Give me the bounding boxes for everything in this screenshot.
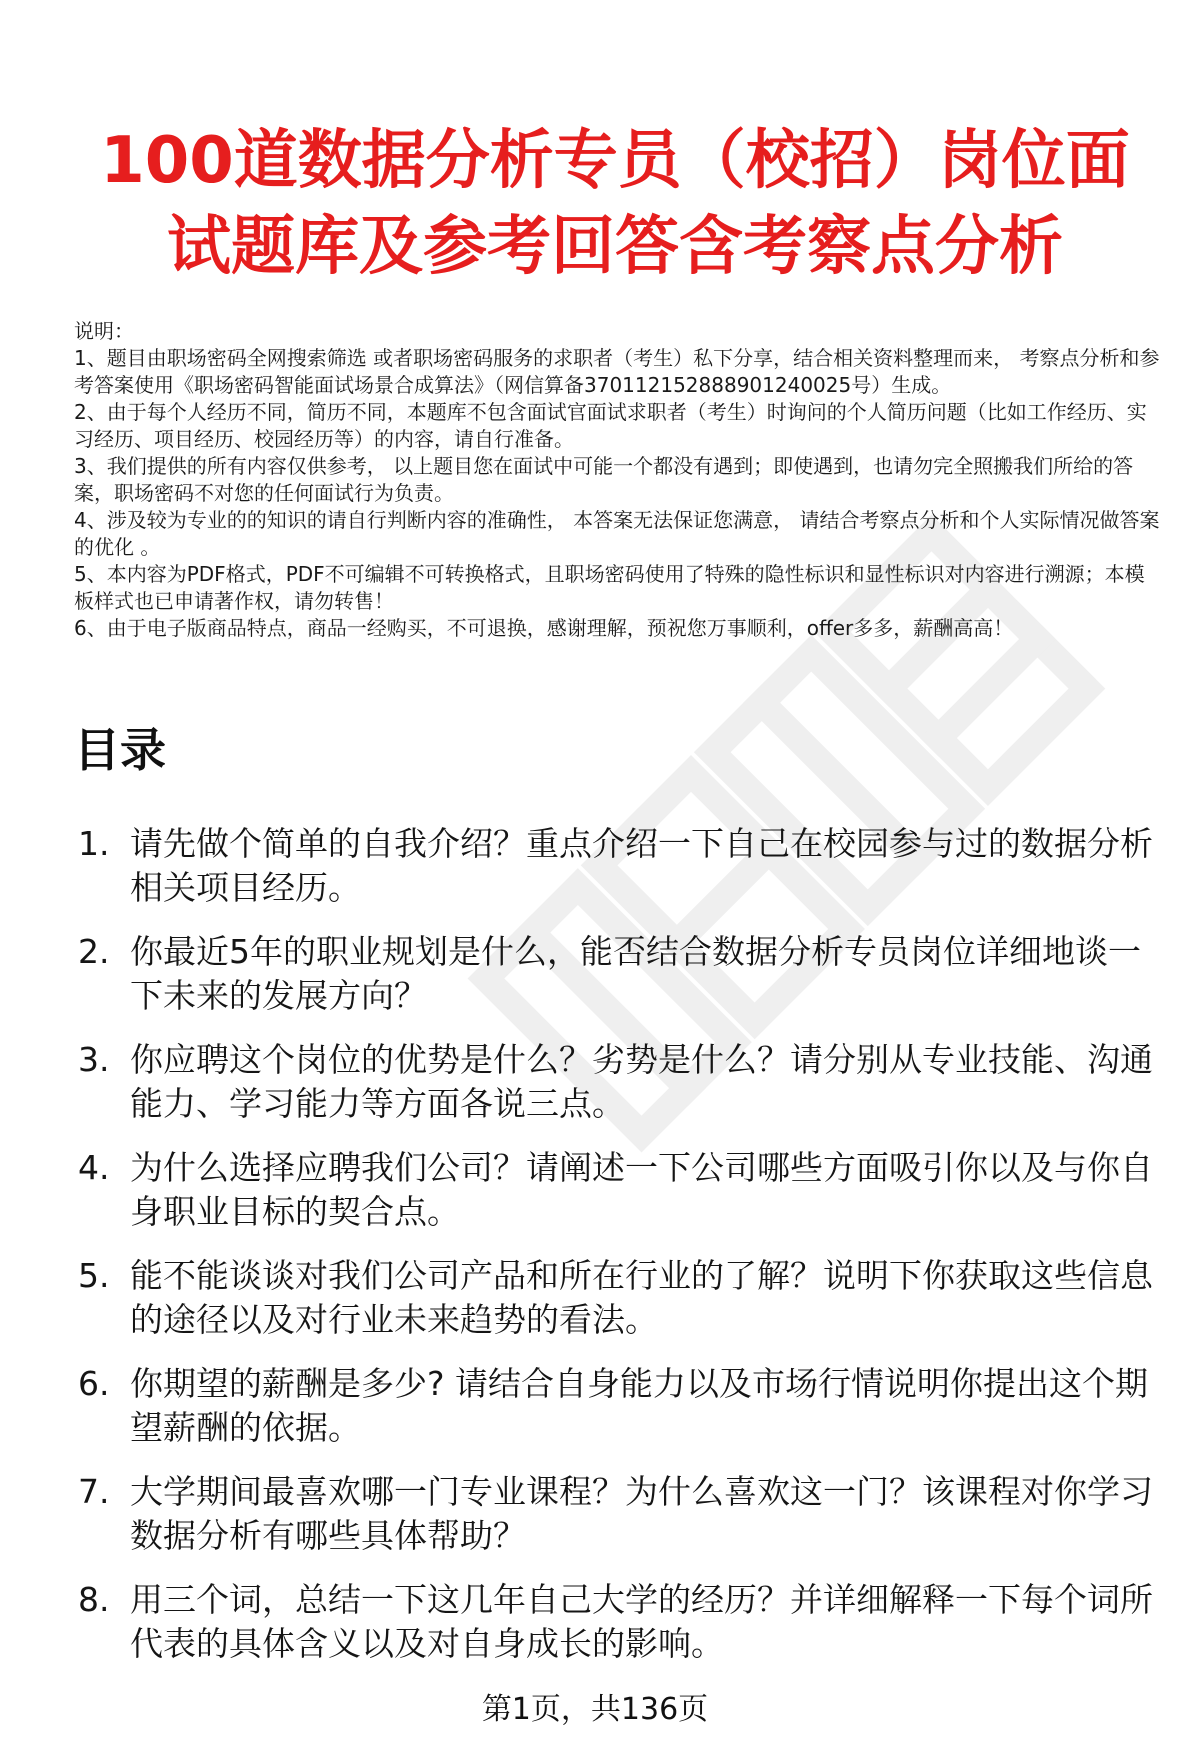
toc-item-number: 8.	[78, 1580, 110, 1619]
toc-item-text: 能不能谈谈对我们公司产品和所在行业的了解？说明下你获取这些信息的途径以及对行业未来趋势的看法。	[130, 1256, 1153, 1339]
toc-item[interactable]	[74, 1146, 1164, 1234]
toc-item[interactable]	[74, 1254, 1164, 1342]
toc-item[interactable]	[74, 1470, 1164, 1558]
toc-item-number: 1.	[78, 824, 110, 863]
toc-item-number: 2.	[78, 932, 110, 971]
toc-item-number: 7.	[78, 1472, 110, 1511]
toc-item-number: 4.	[78, 1148, 110, 1187]
toc-item-text: 请先做个简单的自我介绍？重点介绍一下自己在校园参与过的数据分析相关项目经历。	[130, 824, 1153, 907]
notes-heading: 说明：	[74, 319, 134, 343]
toc-item[interactable]	[74, 930, 1164, 1018]
note-item-2: 2、由于每个人经历不同，简历不同，本题库不包含面试官面试求职者（考生）时询问的个人简历问题（比如工作经历、实习经历、项目经历、校园经历等）的内容，请自行准备。	[74, 400, 1147, 451]
toc-item[interactable]	[74, 1362, 1164, 1450]
toc-item[interactable]	[74, 1578, 1164, 1666]
toc-heading: 目录	[74, 723, 166, 777]
document-title: 100道数据分析专员（校招）岗位面试题库及参考回答含考察点分析	[100, 124, 1130, 284]
toc-item-text: 大学期间最喜欢哪一门专业课程？为什么喜欢这一门？该课程对你学习数据分析有哪些具体帮助？	[130, 1472, 1153, 1555]
note-item-1: 1、题目由职场密码全网搜索筛选 或者职场密码服务的求职者（考生）私下分享，结合相关资料整理而来， 考察点分析和参考答案使用《职场密码智能面试场景合成算法》（网信算备370112152888901240025号）生成。	[74, 346, 1160, 397]
toc-item-text: 你应聘这个岗位的优势是什么？劣势是什么？请分别从专业技能、沟通能力、学习能力等方面各说三点。	[130, 1040, 1153, 1123]
toc-item-number: 5.	[78, 1256, 110, 1295]
toc-item[interactable]	[74, 822, 1164, 910]
toc-item-text: 你最近5年的职业规划是什么，能否结合数据分析专员岗位详细地谈一下未来的发展方向？	[130, 932, 1141, 1015]
toc-item-text: 你期望的薪酬是多少? 请结合自身能力以及市场行情说明你提出这个期望薪酬的依据。	[130, 1364, 1149, 1447]
page-footer: 第1页，共136页	[481, 1692, 709, 1727]
note-item-3: 3、我们提供的所有内容仅供参考， 以上题目您在面试中可能一个都没有遇到；即使遇到，也请勿完全照搬我们所给的答案，职场密码不对您的任何面试行为负责。	[74, 454, 1134, 505]
toc-item-text: 为什么选择应聘我们公司？请阐述一下公司哪些方面吸引你以及与你自身职业目标的契合点。	[130, 1148, 1153, 1231]
toc-item-number: 3.	[78, 1040, 110, 1079]
toc-item-text: 用三个词，总结一下这几年自己大学的经历？并详细解释一下每个词所代表的具体含义以及对自身成长的影响。	[130, 1580, 1153, 1663]
toc-item-number: 6.	[78, 1364, 110, 1403]
note-item-4: 4、涉及较为专业的的知识的请自行判断内容的准确性， 本答案无法保证您满意， 请结合考察点分析和个人实际情况做答案的优化 。	[74, 508, 1160, 559]
note-item-6: 6、由于电子版商品特点，商品一经购买，不可退换，感谢理解，预祝您万事顺利，offer多多，薪酬高高！	[74, 616, 1014, 640]
note-item-5: 5、本内容为PDF格式，PDF不可编辑不可转换格式，且职场密码使用了特殊的隐性标识和显性标识对内容进行溯源；本模板样式也已申请著作权，请勿转售！	[74, 562, 1145, 613]
toc-list	[74, 822, 1164, 1686]
notes-section	[74, 318, 1164, 642]
toc-item[interactable]	[74, 1038, 1164, 1126]
